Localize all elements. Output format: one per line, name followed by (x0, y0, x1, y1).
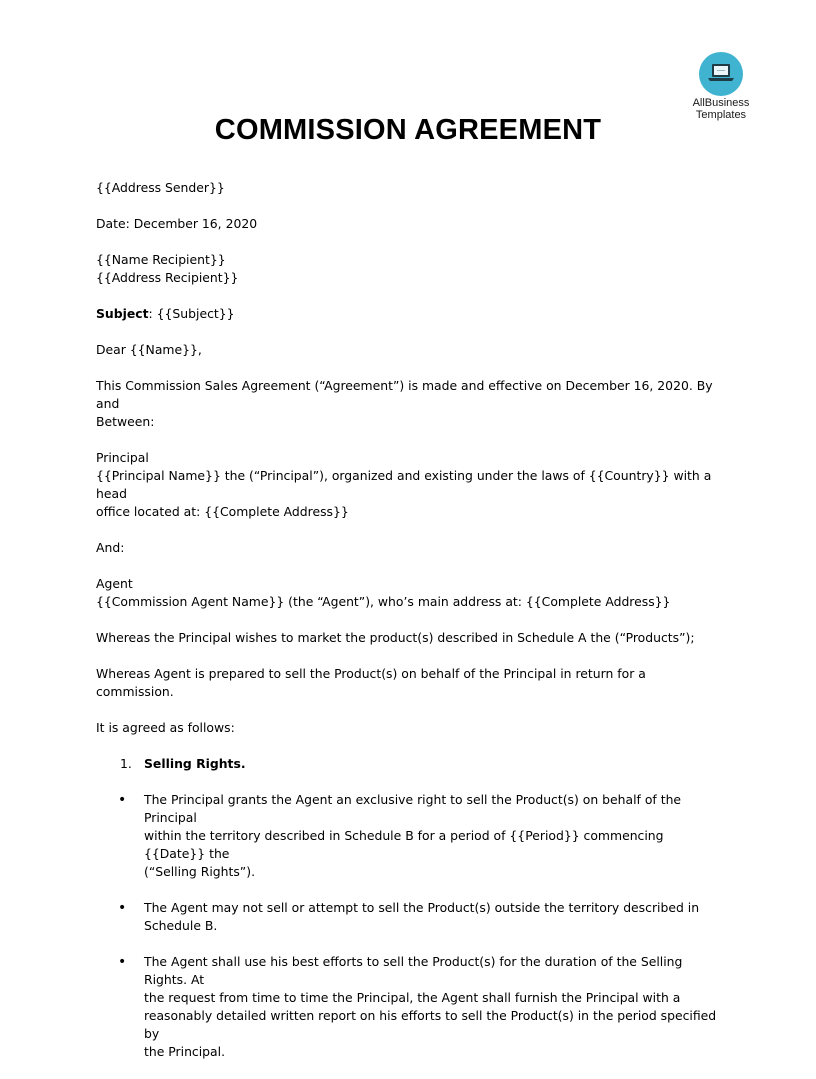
agent-block (96, 575, 721, 611)
bullet-line: Schedule B. (144, 918, 218, 933)
intro-paragraph (96, 377, 721, 431)
principal-line-2: office located at: {{Complete Address}} (96, 504, 349, 519)
document-title: COMMISSION AGREEMENT (214, 114, 602, 146)
logo-line-1: AllBusiness (692, 97, 750, 109)
bullet-line: The Agent may not sell or attempt to sell the Product(s) outside the territory described in (144, 900, 700, 915)
allbusiness-templates-logo (683, 52, 759, 121)
principal-line-1: {{Principal Name}} the (“Principal”), organized and existing under the laws of {{Country}} with a head (96, 468, 712, 501)
agreed-line: It is agreed as follows: (96, 720, 235, 735)
bullet-icon: • (118, 900, 127, 916)
agent-line: {{Commission Agent Name}} (the “Agent”), who’s main address at: {{Complete Address}} (96, 594, 671, 609)
salutation: Dear {{Name}}, (96, 342, 202, 357)
bullet-icon: • (118, 954, 127, 970)
laptop-icon (699, 52, 743, 96)
bullet-item (96, 791, 721, 881)
logo-line-2: Templates (695, 109, 747, 121)
whereas-2: Whereas Agent is prepared to sell the Product(s) on behalf of the Principal in return for a commission. (96, 666, 646, 699)
bullet-line: the request from time to time the Principal, the Agent shall furnish the Principal with a (144, 990, 681, 1005)
document-body (96, 179, 721, 1079)
date-line: Date: December 16, 2020 (96, 216, 258, 231)
subject-line (96, 305, 721, 323)
subject-label: Subject (96, 306, 149, 321)
bullet-line: within the territory described in Schedule B for a period of {{Period}} commencing {{Date}} the (144, 828, 664, 861)
bullet-line: (“Selling Rights”). (144, 864, 256, 879)
principal-block (96, 449, 721, 521)
bullet-text (144, 953, 721, 1061)
bullet-line: The Agent shall use his best efforts to sell the Product(s) for the duration of the Selling Rights. At (144, 954, 683, 987)
bullet-line: The Principal grants the Agent an exclusive right to sell the Product(s) on behalf of the Principal (144, 792, 682, 825)
bullet-line: reasonably detailed written report on his efforts to sell the Product(s) in the period specified by (144, 1008, 717, 1041)
section-number: 1. (120, 756, 132, 771)
section-title: Selling Rights. (144, 756, 246, 771)
bullet-item (96, 953, 721, 1061)
intro-line-1: This Commission Sales Agreement (“Agreement”) is made and effective on December 16, 2020. By and (96, 378, 713, 411)
address-sender: {{Address Sender}} (96, 180, 225, 195)
bullet-text (144, 899, 721, 935)
bullet-icon: • (118, 792, 127, 808)
bullet-line: the Principal. (144, 1044, 226, 1059)
address-recipient: {{Address Recipient}} (96, 270, 239, 285)
principal-heading: Principal (96, 450, 149, 465)
name-recipient: {{Name Recipient}} (96, 252, 226, 267)
bullet-item (96, 899, 721, 935)
subject-value: : {{Subject}} (148, 306, 235, 321)
section-1-heading (96, 755, 721, 773)
recipient-block (96, 251, 721, 287)
bullet-text (144, 791, 721, 881)
agent-heading: Agent (96, 576, 133, 591)
whereas-1: Whereas the Principal wishes to market the product(s) described in Schedule A the (“Products”); (96, 630, 695, 645)
intro-line-2: Between: (96, 414, 155, 429)
logo-circle (699, 52, 743, 96)
and-label: And: (96, 540, 125, 555)
